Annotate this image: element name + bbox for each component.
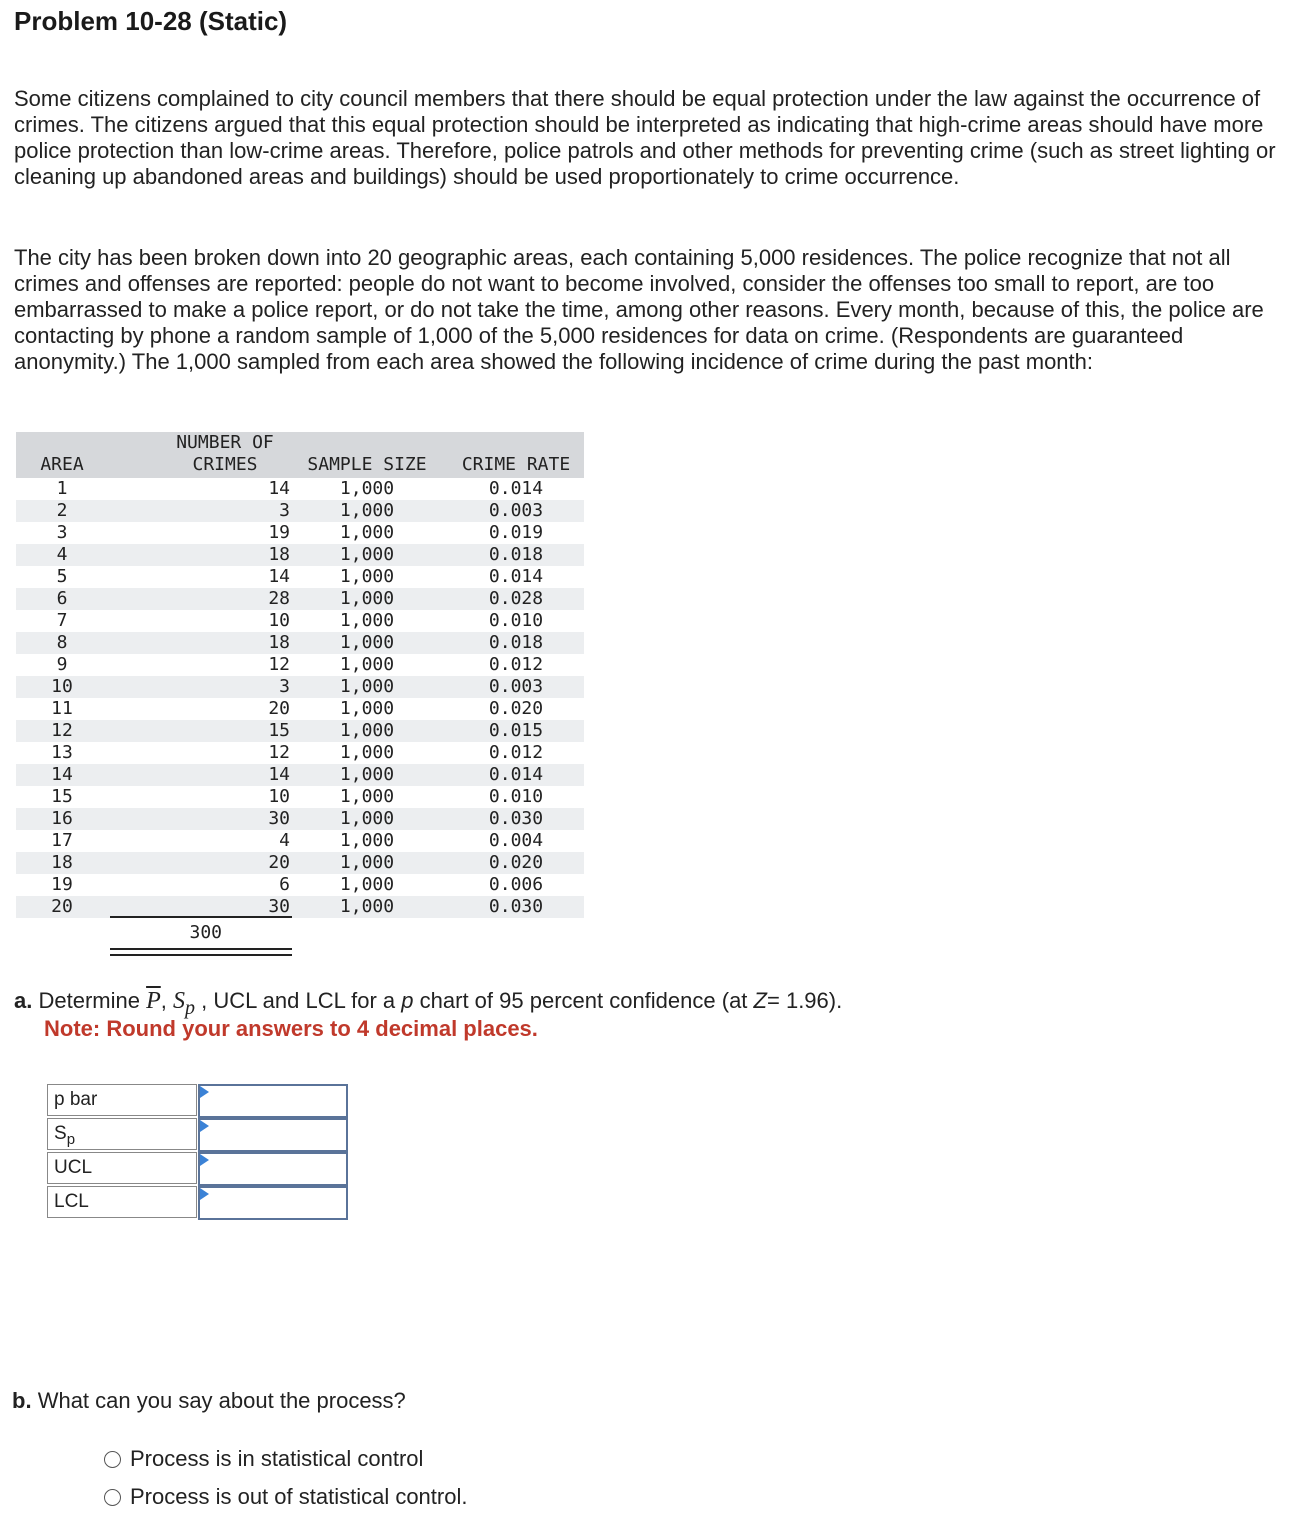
cell-crimes: 20	[268, 698, 290, 719]
rounding-note: Note: Round your answers to 4 decimal places.	[44, 1016, 538, 1041]
header-area: AREA	[40, 454, 84, 475]
cell-crimes: 6	[279, 874, 290, 895]
cell-crime-rate: 0.003	[488, 500, 544, 521]
cell-sample-size: 1,000	[339, 896, 395, 917]
cell-area: 15	[51, 786, 73, 807]
ucl-input[interactable]	[204, 1157, 346, 1183]
cell-area: 14	[51, 764, 73, 785]
table-row	[16, 676, 584, 698]
cell-area: 3	[56, 522, 68, 543]
header-crimes-line1: NUMBER OF	[176, 432, 274, 453]
question-a-text-end: , UCL and LCL for a	[201, 988, 396, 1013]
cell-crime-rate: 0.010	[488, 786, 544, 807]
option-out-of-control[interactable]	[104, 1484, 467, 1510]
pbar-input[interactable]	[204, 1089, 346, 1115]
cell-crimes: 10	[268, 786, 290, 807]
option-out-of-control-label: Process is out of statistical control.	[130, 1484, 468, 1509]
cell-crime-rate: 0.020	[488, 698, 544, 719]
cell-area: 6	[56, 588, 68, 609]
cell-sample-size: 1,000	[339, 874, 395, 895]
table-row	[16, 720, 584, 742]
table-row	[16, 808, 584, 830]
cell-sample-size: 1,000	[339, 588, 395, 609]
cell-crime-rate: 0.018	[488, 544, 544, 565]
cell-sample-size: 1,000	[339, 500, 395, 521]
question-b-prefix: b.	[12, 1388, 32, 1413]
cell-crimes: 12	[268, 654, 290, 675]
cell-crimes: 15	[268, 720, 290, 741]
table-row	[16, 896, 584, 918]
cell-sample-size: 1,000	[339, 610, 395, 631]
cell-crimes: 14	[268, 478, 290, 499]
header-crime-rate: CRIME RATE	[461, 454, 571, 475]
cell-crimes: 18	[268, 544, 290, 565]
answer-input-sp-cell	[198, 1118, 348, 1152]
question-b	[12, 1388, 406, 1414]
cell-crime-rate: 0.014	[488, 478, 544, 499]
cell-sample-size: 1,000	[339, 786, 395, 807]
cell-crime-rate: 0.014	[488, 764, 544, 785]
option-in-control[interactable]	[104, 1446, 423, 1472]
table-row	[16, 830, 584, 852]
cell-area: 10	[51, 676, 73, 697]
cell-crimes: 12	[268, 742, 290, 763]
answer-input-ucl-cell	[198, 1152, 348, 1186]
cell-crime-rate: 0.012	[488, 654, 544, 675]
z-symbol: Z	[753, 988, 767, 1013]
table-row	[16, 632, 584, 654]
cell-area: 8	[56, 632, 68, 653]
table-row	[16, 588, 584, 610]
question-a: a. Determine $\overline{P}$, $S_p$ , UCL and LCL for a p chart of 95 percent confidence (at Z= 1.96).	[14, 988, 843, 1019]
table-row	[16, 764, 584, 786]
cell-sample-size: 1,000	[339, 764, 395, 785]
cell-sample-size: 1,000	[339, 522, 395, 543]
cell-area: 11	[51, 698, 73, 719]
cell-sample-size: 1,000	[339, 566, 395, 587]
cell-sample-size: 1,000	[339, 676, 395, 697]
cell-crimes: 10	[268, 610, 290, 631]
table-header	[16, 432, 584, 478]
cell-crimes: 19	[268, 522, 290, 543]
cell-area: 9	[56, 654, 68, 675]
cell-crime-rate: 0.014	[488, 566, 544, 587]
table-row	[16, 852, 584, 874]
table-row	[16, 654, 584, 676]
sp-symbol: $S_p$	[173, 988, 195, 1019]
table-row	[16, 610, 584, 632]
option-in-control-label: Process is in statistical control	[130, 1446, 424, 1471]
cell-sample-size: 1,000	[339, 830, 395, 851]
cell-crimes: 30	[268, 896, 290, 917]
answer-input-lcl-cell	[198, 1186, 348, 1220]
table-row	[16, 566, 584, 588]
crime-data-table	[16, 432, 584, 943]
z-value: = 1.96).	[767, 988, 843, 1013]
cell-area: 19	[51, 874, 73, 895]
cell-crime-rate: 0.003	[488, 676, 544, 697]
cell-crimes: 4	[279, 830, 290, 851]
cell-crime-rate: 0.004	[488, 830, 544, 851]
table-row	[16, 500, 584, 522]
cell-crime-rate: 0.028	[488, 588, 544, 609]
cell-crime-rate: 0.015	[488, 720, 544, 741]
question-a-text-end2: chart of 95 percent confidence (at	[419, 988, 748, 1013]
cell-crimes: 20	[268, 852, 290, 873]
total-crimes: 300	[189, 922, 222, 943]
intro-paragraph-1: Some citizens complained to city council members that there should be equal protection under the law against the occurrence of crimes. The citizens argued that this equal protection should be interpreted as indicating that high-crime areas should have more police protection than low-crime areas. Therefore, police patrols and other methods for preventing crime (such as street lighting or cleaning up abandoned areas and buildings) should be used proportionately to crime occurrence.	[14, 86, 1276, 189]
cell-crimes: 14	[268, 566, 290, 587]
table-row	[16, 544, 584, 566]
cell-area: 4	[56, 544, 68, 565]
table-row	[16, 742, 584, 764]
cell-area: 18	[51, 852, 73, 873]
cell-sample-size: 1,000	[339, 742, 395, 763]
cell-crime-rate: 0.020	[488, 852, 544, 873]
cell-crime-rate: 0.006	[488, 874, 544, 895]
answer-label-sp: $S_p$	[47, 1118, 197, 1150]
cell-area: 5	[56, 566, 68, 587]
radio-out-of-control-icon[interactable]	[104, 1489, 121, 1506]
question-b-text: What can you say about the process?	[37, 1388, 406, 1413]
cell-area: 2	[56, 500, 68, 521]
cell-crimes: 30	[268, 808, 290, 829]
lcl-input[interactable]	[204, 1191, 346, 1217]
cell-crime-rate: 0.030	[488, 896, 544, 917]
header-crimes-line2: CRIMES	[192, 454, 258, 475]
cell-area: 20	[51, 896, 73, 917]
page-title: Problem 10-28 (Static)	[14, 6, 288, 36]
table-row	[16, 698, 584, 720]
cell-crimes: 3	[279, 676, 290, 697]
answer-label-ucl: UCL	[47, 1152, 197, 1184]
table-row	[16, 478, 584, 500]
cell-crimes: 28	[268, 588, 290, 609]
cell-sample-size: 1,000	[339, 698, 395, 719]
header-sample-size: SAMPLE SIZE	[307, 454, 427, 475]
cell-area: 7	[56, 610, 68, 631]
answer-input-pbar-cell	[198, 1084, 348, 1118]
p-italic: p	[401, 988, 414, 1013]
cell-crime-rate: 0.010	[488, 610, 544, 631]
answer-label-pbar: p bar	[47, 1084, 197, 1116]
table-row	[16, 874, 584, 896]
table-row	[16, 786, 584, 808]
cell-crimes: 18	[268, 632, 290, 653]
cell-sample-size: 1,000	[339, 720, 395, 741]
cell-area: 17	[51, 830, 73, 851]
radio-in-control-icon[interactable]	[104, 1451, 121, 1468]
table-row	[16, 522, 584, 544]
question-a-prefix: a.	[14, 988, 33, 1013]
cell-sample-size: 1,000	[339, 654, 395, 675]
p-bar-symbol: $\overline{P}$	[146, 988, 161, 1014]
cell-area: 16	[51, 808, 73, 829]
cell-crimes: 14	[268, 764, 290, 785]
cell-crimes: 3	[279, 500, 290, 521]
intro-paragraph-2: The city has been broken down into 20 geographic areas, each containing 5,000 residences. The police recognize that not all crimes and offenses are reported: people do not want to become involved, consider the offenses too small to report, are too embarrassed to make a police report, or do not take the time, among other reasons. Every month, because of this, the police are contacting by phone a random sample of 1,000 of the 5,000 residences for data on crime. (Respondents are guaranteed anonymity.) The 1,000 sampled from each area showed the following incidence of crime during the past month:	[14, 245, 1264, 374]
cell-sample-size: 1,000	[339, 478, 395, 499]
sp-input[interactable]	[204, 1123, 346, 1149]
cell-crime-rate: 0.030	[488, 808, 544, 829]
cell-area: 12	[51, 720, 73, 741]
cell-area: 13	[51, 742, 73, 763]
cell-sample-size: 1,000	[339, 544, 395, 565]
total-double-rule	[110, 948, 292, 956]
question-a-text-start: Determine	[38, 988, 140, 1013]
cell-crime-rate: 0.019	[488, 522, 544, 543]
cell-area: 1	[56, 478, 68, 499]
answer-label-lcl: LCL	[47, 1186, 197, 1218]
cell-sample-size: 1,000	[339, 632, 395, 653]
cell-crime-rate: 0.012	[488, 742, 544, 763]
cell-sample-size: 1,000	[339, 852, 395, 873]
cell-crime-rate: 0.018	[488, 632, 544, 653]
cell-sample-size: 1,000	[339, 808, 395, 829]
total-rule	[110, 916, 292, 918]
